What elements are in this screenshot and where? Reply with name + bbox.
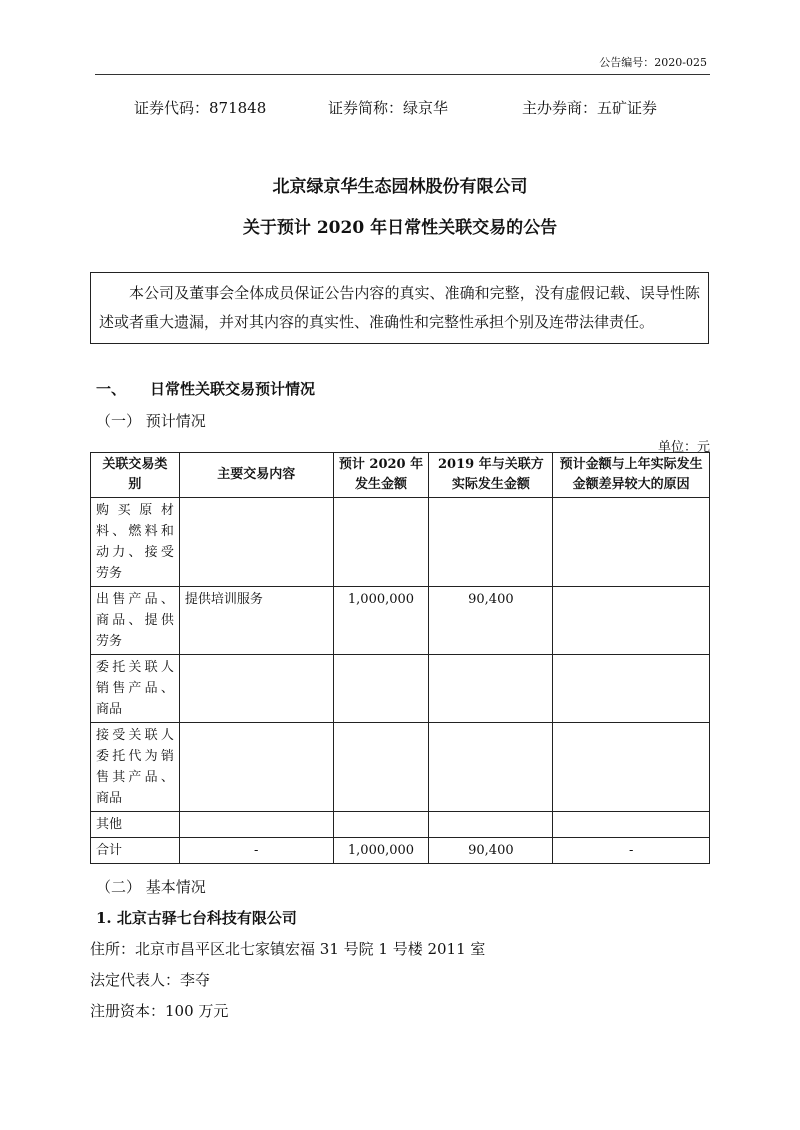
row-category: 其他: [91, 812, 180, 838]
row-estimate: [333, 498, 429, 587]
row-reason: -: [553, 838, 710, 864]
row-reason: [553, 655, 710, 723]
header-category: 关联交易类别: [91, 453, 180, 498]
row-content: [179, 655, 333, 723]
disclaimer-box: [90, 272, 709, 344]
row-estimate: 1,000,000: [333, 838, 429, 864]
related-transactions-table: [90, 452, 710, 864]
row-actual: 90,400: [429, 587, 553, 655]
related-party-title: 1. 北京古驿七台科技有限公司: [96, 909, 297, 927]
table-row: [91, 498, 710, 587]
header-estimate: 预计 2020 年发生金额: [333, 453, 429, 498]
row-category: 接受关联人委托代为销售其产品、商品: [91, 723, 180, 812]
notice-number: 公告编号：2020-025: [599, 56, 707, 69]
row-reason: [553, 587, 710, 655]
row-category: 委托关联人销售产品、商品: [91, 655, 180, 723]
disclaimer-text: 本公司及董事会全体成员保证公告内容的真实、准确和完整，没有虚假记载、误导性陈述或者重大遗漏，并对其内容的真实性、准确性和完整性承担个别及连带法律责任。: [99, 284, 700, 331]
section-number: 一、: [96, 380, 127, 398]
announcement-title: 关于预计 2020 年日常性关联交易的公告: [242, 218, 558, 238]
row-actual: [429, 655, 553, 723]
company-title: 北京绿京华生态园林股份有限公司: [272, 177, 528, 197]
row-estimate: [333, 655, 429, 723]
sponsor-broker: 主办券商：五矿证券: [522, 99, 658, 117]
table-row: [91, 723, 710, 812]
row-content: 提供培训服务: [179, 587, 333, 655]
row-category: 合计: [91, 838, 180, 864]
security-code: 证券代码：871848: [134, 99, 267, 117]
section-heading: 日常性关联交易预计情况: [150, 380, 316, 398]
row-actual: [429, 812, 553, 838]
table-row: [91, 838, 710, 864]
subsection-basic-info: （二） 基本情况: [96, 878, 206, 896]
row-actual: [429, 498, 553, 587]
row-category: 购买原材料、燃料和动力、接受劳务: [91, 498, 180, 587]
row-content: [179, 812, 333, 838]
row-category: 出售产品、商品、提供劳务: [91, 587, 180, 655]
subsection-estimate: （一） 预计情况: [96, 412, 206, 430]
row-estimate: [333, 812, 429, 838]
row-content: -: [179, 838, 333, 864]
table-header-row: [91, 453, 710, 498]
row-reason: [553, 723, 710, 812]
row-estimate: 1,000,000: [333, 587, 429, 655]
unit-label: 单位：元: [657, 440, 710, 455]
row-actual: 90,400: [429, 838, 553, 864]
header-content: 主要交易内容: [179, 453, 333, 498]
table-row: [91, 655, 710, 723]
party-legal-rep: 法定代表人：李夺: [90, 971, 211, 989]
party-capital: 注册资本：100 万元: [90, 1002, 229, 1020]
table-row: [91, 587, 710, 655]
row-reason: [553, 498, 710, 587]
row-reason: [553, 812, 710, 838]
header-actual: 2019 年与关联方实际发生金额: [429, 453, 553, 498]
header-reason: 预计金额与上年实际发生金额差异较大的原因: [553, 453, 710, 498]
row-content: [179, 498, 333, 587]
row-estimate: [333, 723, 429, 812]
table-row: [91, 812, 710, 838]
party-address: 住所：北京市昌平区北七家镇宏福 31 号院 1 号楼 2011 室: [90, 940, 486, 958]
security-short-name: 证券简称：绿京华: [328, 99, 449, 117]
row-content: [179, 723, 333, 812]
header-rule: [95, 74, 710, 75]
row-actual: [429, 723, 553, 812]
